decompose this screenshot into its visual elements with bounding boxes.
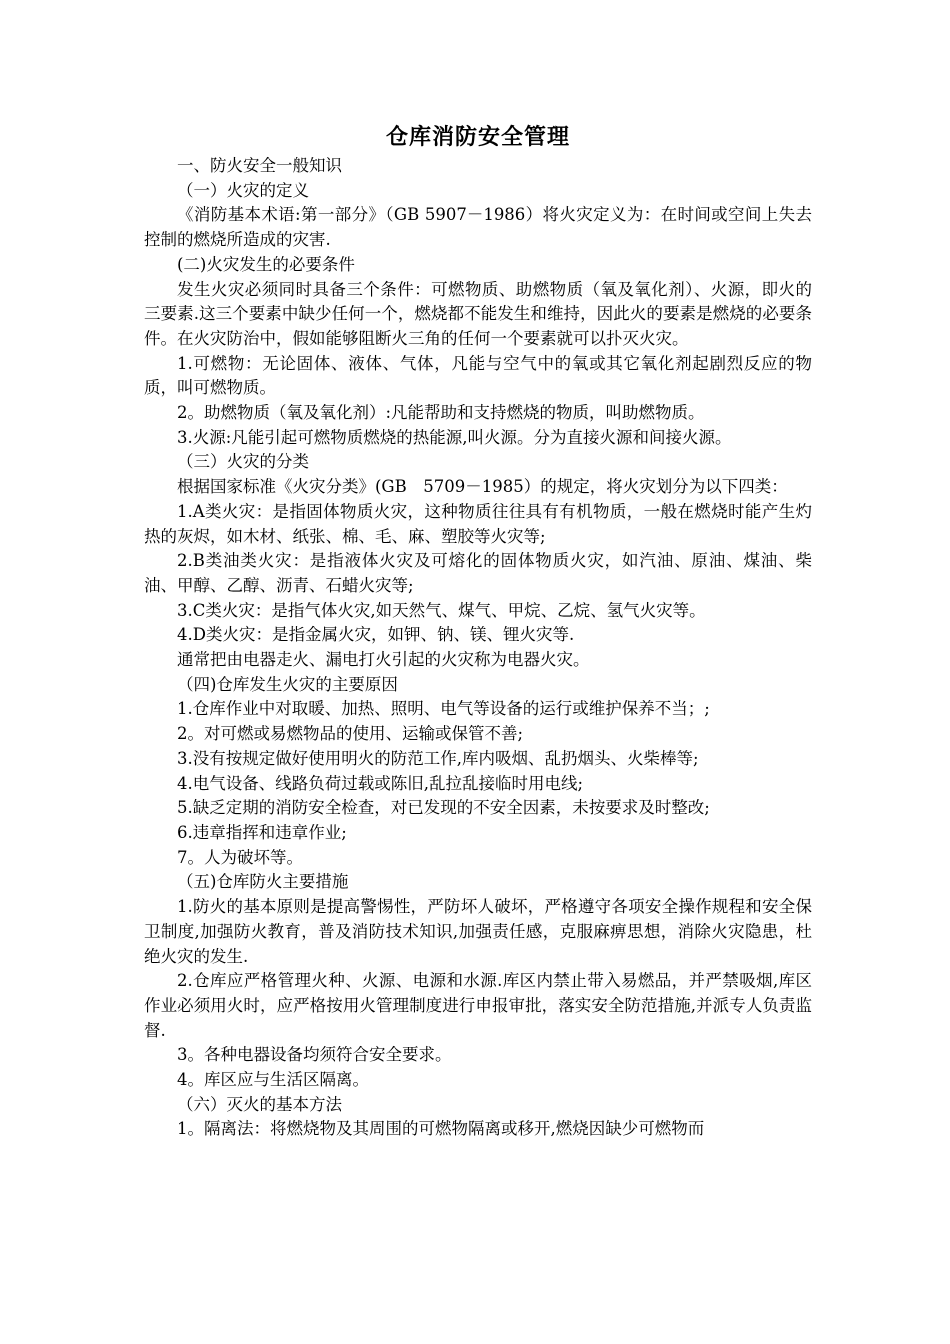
subheading-fire-causes: （四)仓库发生火灾的主要原因	[177, 674, 398, 694]
list-item: 5.缺乏定期的消防安全检查，对已发现的不安全因素，未按要求及时整改;	[177, 798, 710, 818]
subheading-fire-prevention: （五)仓库防火主要措施	[177, 872, 349, 892]
paragraph: 《消防基本术语:第一部分》（GB 5907－1986）将火灾定义为：在时间或空间上失去控制的燃烧所造成的灾害.	[144, 205, 812, 250]
list-item: 3.火源:凡能引起可燃物质燃烧的热能源,叫火源。分为直接火源和间接火源。	[177, 427, 732, 447]
paragraph: 发生火灾必须同时具备三个条件：可燃物质、助燃物质（氧及氧化剂）、火源，即火的三要素.这三个要素中缺少任何一个，燃烧都不能发生和维持，因此火的要素是燃烧的必要条件。在火灾防治中，假如能够阻断火三角的任何一个要素就可以扑灭火灾。	[144, 279, 812, 348]
paragraph: 通常把由电器走火、漏电打火引起的火灾称为电器火灾。	[177, 650, 590, 670]
list-item: 1.防火的基本原则是提高警惕性，严防坏人破坏，严格遵守各项安全操作规程和安全保卫制度,加强防火教育，普及消防技术知识,加强责任感，克服麻痹思想，消除火灾隐患，杜绝火灾的发生.	[144, 897, 812, 966]
subheading-extinguishing-methods: （六）灭火的基本方法	[177, 1094, 342, 1114]
list-item: 1.可燃物：无论固体、液体、气体，凡能与空气中的氧或其它氧化剂起剧烈反应的物质，叫可燃物质。	[144, 353, 812, 398]
list-item: 3.没有按规定做好使用明火的防范工作,库内吸烟、乱扔烟头、火柴棒等;	[177, 748, 699, 768]
list-item: 6.违章指挥和违章作业;	[177, 822, 347, 842]
list-item: 4。库区应与生活区隔离。	[177, 1070, 369, 1090]
document-page	[144, 120, 812, 1142]
list-item: 1.仓库作业中对取暖、加热、照明、电气等设备的运行或维护保养不当；;	[177, 699, 710, 719]
heading-1: 一、防火安全一般知识	[177, 156, 342, 175]
list-item: 3.C类火灾：是指气体火灾,如天然气、煤气、甲烷、乙烷、氢气火灾等。	[177, 600, 706, 620]
list-item: 2。对可燃或易燃物品的使用、运输或保管不善;	[177, 724, 524, 744]
list-item: 2.B类油类火灾：是指液体火灾及可熔化的固体物质火灾，如汽油、原油、煤油、柴油、甲醇、乙醇、沥青、石蜡火灾等;	[144, 551, 812, 595]
list-item: 1。隔离法：将燃烧物及其周围的可燃物隔离或移开,燃烧因缺少可燃物而	[177, 1119, 705, 1139]
list-item: 2。助燃物质（氧及氧化剂）:凡能帮助和支持燃烧的物质，叫助燃物质。	[177, 403, 705, 423]
list-item: 4.电气设备、线路负荷过载或陈旧,乱拉乱接临时用电线;	[177, 773, 584, 793]
list-item: 1.A类火灾：是指固体物质火灾，这种物质往往具有有机物质，一般在燃烧时能产生灼热的灰烬，如木材、纸张、棉、毛、麻、塑胶等火灾等;	[144, 501, 812, 546]
document-title: 仓库消防安全管理	[385, 124, 570, 150]
paragraph: 根据国家标准《火灾分类》(GB 5709－1985）的规定，将火灾划分为以下四类：	[177, 477, 788, 497]
list-item: 2.仓库应严格管理火种、火源、电源和水源.库区内禁止带入易燃品，并严禁吸烟,库区作业必须用火时，应严格按用火管理制度进行申报审批，落实安全防范措施,并派专人负责监督.	[144, 971, 812, 1040]
list-item: 3。各种电器设备均须符合安全要求。	[177, 1045, 452, 1065]
subheading-fire-definition: （一）火灾的定义	[177, 180, 309, 200]
subheading-fire-classification: （三）火灾的分类	[177, 452, 309, 472]
subheading-fire-conditions: (二)火灾发生的必要条件	[177, 254, 355, 274]
list-item: 7。人为破坏等。	[177, 847, 303, 867]
list-item: 4.D类火灾：是指金属火灾，如钾、钠、镁、锂火灾等.	[177, 625, 575, 645]
